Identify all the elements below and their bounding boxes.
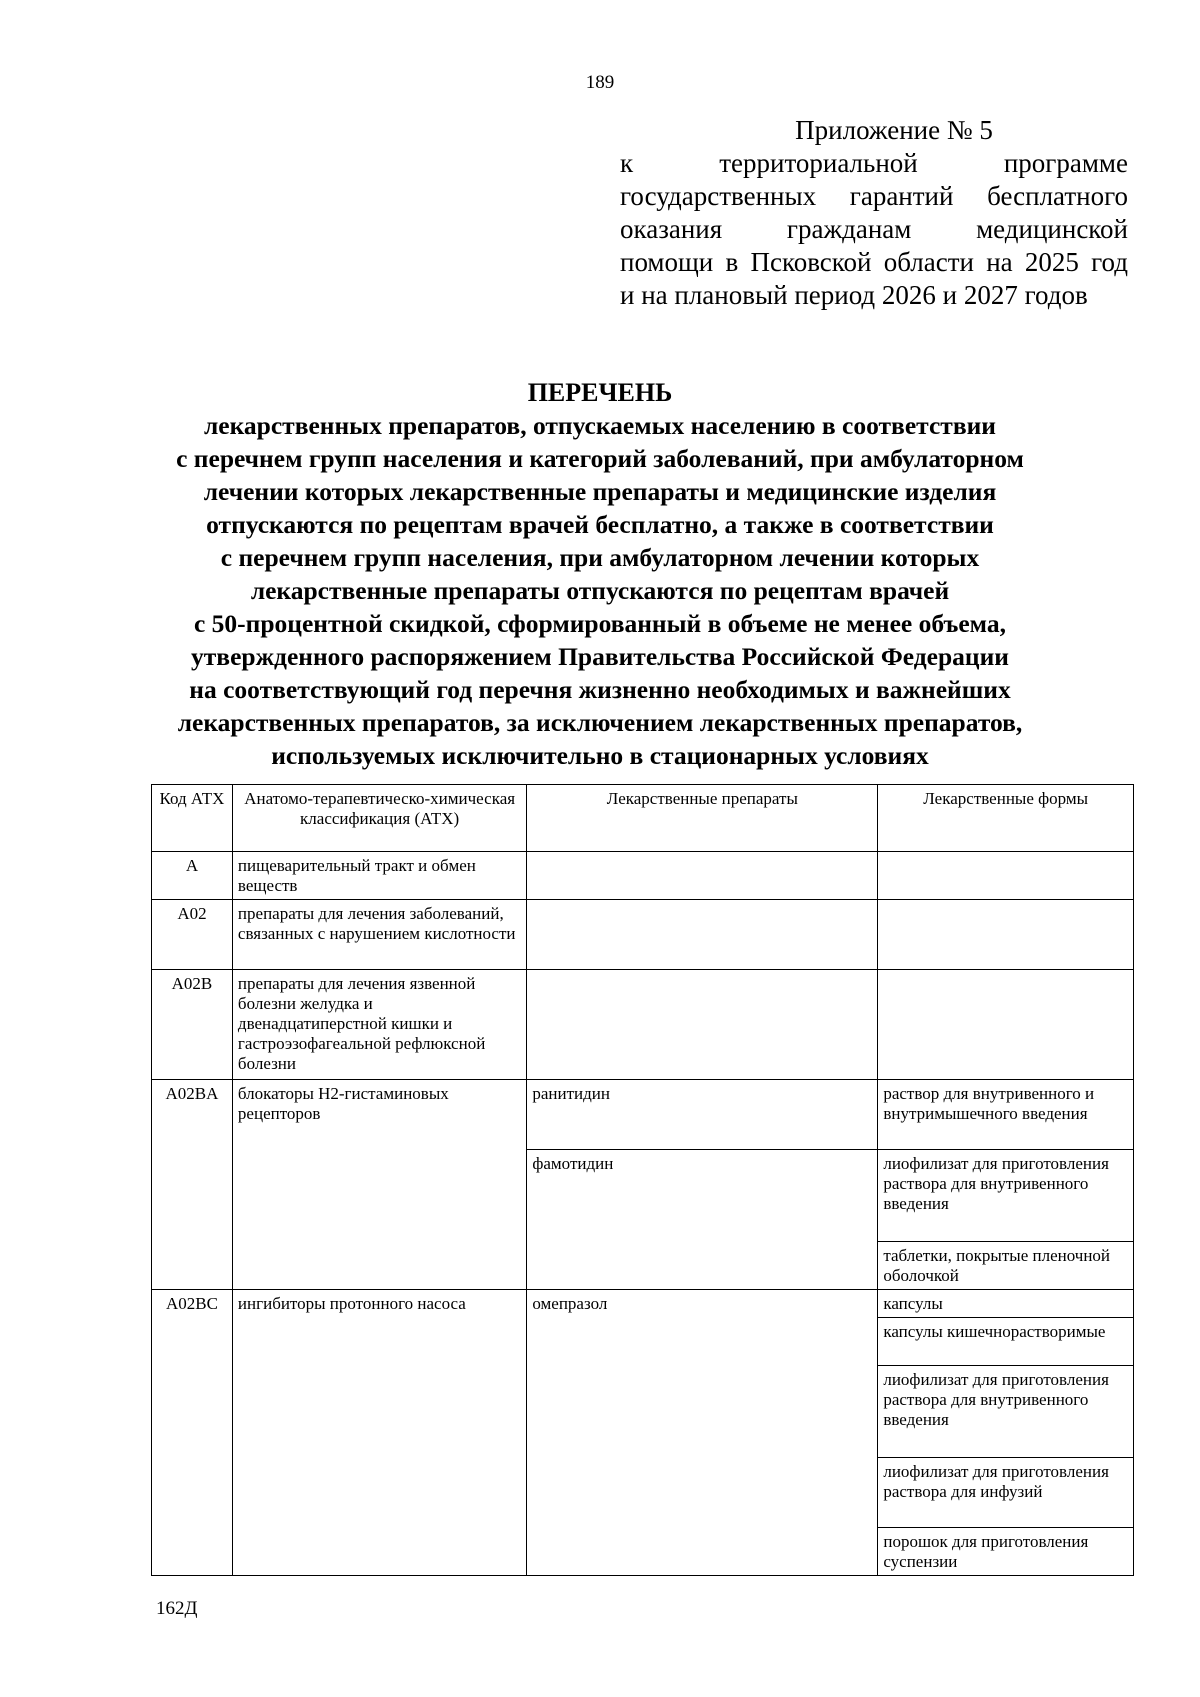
table-row — [152, 900, 1134, 970]
header-code: Код АТХ — [152, 785, 233, 852]
table-header-row — [152, 785, 1134, 852]
table-row — [152, 1080, 1134, 1150]
heading-line: лекарственных препаратов, за исключением лекарственных препаратов, — [177, 708, 1023, 737]
heading-line: с перечнем групп населения, при амбулаторном лечении которых — [220, 543, 980, 572]
appendix-line: оказания гражданам медицинской — [620, 214, 1128, 244]
drug-name — [527, 852, 878, 900]
table-row — [152, 1290, 1134, 1318]
drug-form — [878, 852, 1134, 900]
drug-name — [527, 970, 878, 1080]
drug-form: лиофилизат для приготовления раствора для внутривенного введения — [878, 1150, 1134, 1242]
appendix-line: государственных гарантий бесплатного — [620, 181, 1128, 211]
header-classification: Анатомо-терапевтическо-химическая классификация (АТХ) — [232, 785, 526, 852]
atc-class: ингибиторы протонного насоса — [232, 1290, 526, 1576]
table-row — [152, 970, 1134, 1080]
drug-form: капсулы кишечнорастворимые — [878, 1318, 1134, 1366]
heading-line: лекарственные препараты отпускаются по рецептам врачей — [250, 576, 950, 605]
heading-line: лечении которых лекарственные препараты и медицинские изделия — [203, 477, 997, 506]
heading-line: утвержденного распоряжением Правительства Российской Федерации — [191, 642, 1009, 671]
atc-code: A — [152, 852, 233, 900]
atc-class: препараты для лечения язвенной болезни желудка и двенадцатиперстной кишки и гастроэзофагеальной рефлюксной болезни — [232, 970, 526, 1080]
heading-line: с 50-процентной скидкой, сформированный в объеме не менее объема, — [193, 609, 1006, 638]
drug-name: ранитидин — [527, 1080, 878, 1150]
atc-drug-table — [151, 784, 1134, 1576]
drug-form: лиофилизат для приготовления раствора для внутривенного введения — [878, 1366, 1134, 1458]
appendix-title: Приложение № 5 — [795, 115, 993, 145]
page-number: 189 — [585, 72, 615, 93]
drug-form — [878, 900, 1134, 970]
appendix-line: помощи в Псковской области на 2025 год — [620, 247, 1128, 277]
drug-name: омепразол — [527, 1290, 878, 1576]
drug-form: порошок для приготовления суспензии — [878, 1528, 1134, 1576]
heading-line: лекарственных препаратов, отпускаемых населению в соответствии — [204, 411, 996, 440]
document-title: ПЕРЕЧЕНЬ — [527, 378, 673, 407]
atc-code: A02B — [152, 970, 233, 1080]
heading-line: на соответствующий год перечня жизненно необходимых и важнейших — [189, 675, 1011, 704]
header-forms: Лекарственные формы — [878, 785, 1134, 852]
heading-line: используемых исключительно в стационарных условиях — [271, 741, 929, 770]
drug-form: лиофилизат для приготовления раствора для инфузий — [878, 1458, 1134, 1528]
drug-form: таблетки, покрытые пленочной оболочкой — [878, 1242, 1134, 1290]
document-heading — [140, 376, 1060, 772]
atc-class: пищеварительный тракт и обмен веществ — [232, 852, 526, 900]
drug-form: капсулы — [878, 1290, 1134, 1318]
atc-class: блокаторы H2-гистаминовых рецепторов — [232, 1080, 526, 1290]
table-row — [152, 852, 1134, 900]
atc-code: A02BC — [152, 1290, 233, 1576]
drug-form: раствор для внутривенного и внутримышечного введения — [878, 1080, 1134, 1150]
drug-name: фамотидин — [527, 1150, 878, 1290]
appendix-line: и на плановый период 2026 и 2027 годов — [620, 280, 1088, 310]
heading-line: с перечнем групп населения и категорий заболеваний, при амбулаторном — [176, 444, 1024, 473]
atc-code: A02BA — [152, 1080, 233, 1290]
atc-class: препараты для лечения заболеваний, связанных с нарушением кислотности — [232, 900, 526, 970]
appendix-block — [620, 114, 1128, 312]
heading-line: отпускаются по рецептам врачей бесплатно, а также в соответствии — [206, 510, 994, 539]
header-drugs: Лекарственные препараты — [527, 785, 878, 852]
drug-form — [878, 970, 1134, 1080]
drug-name — [527, 900, 878, 970]
appendix-line: к территориальной программе — [620, 148, 1128, 178]
atc-code: A02 — [152, 900, 233, 970]
footer-code: 162Д — [156, 1598, 198, 1619]
